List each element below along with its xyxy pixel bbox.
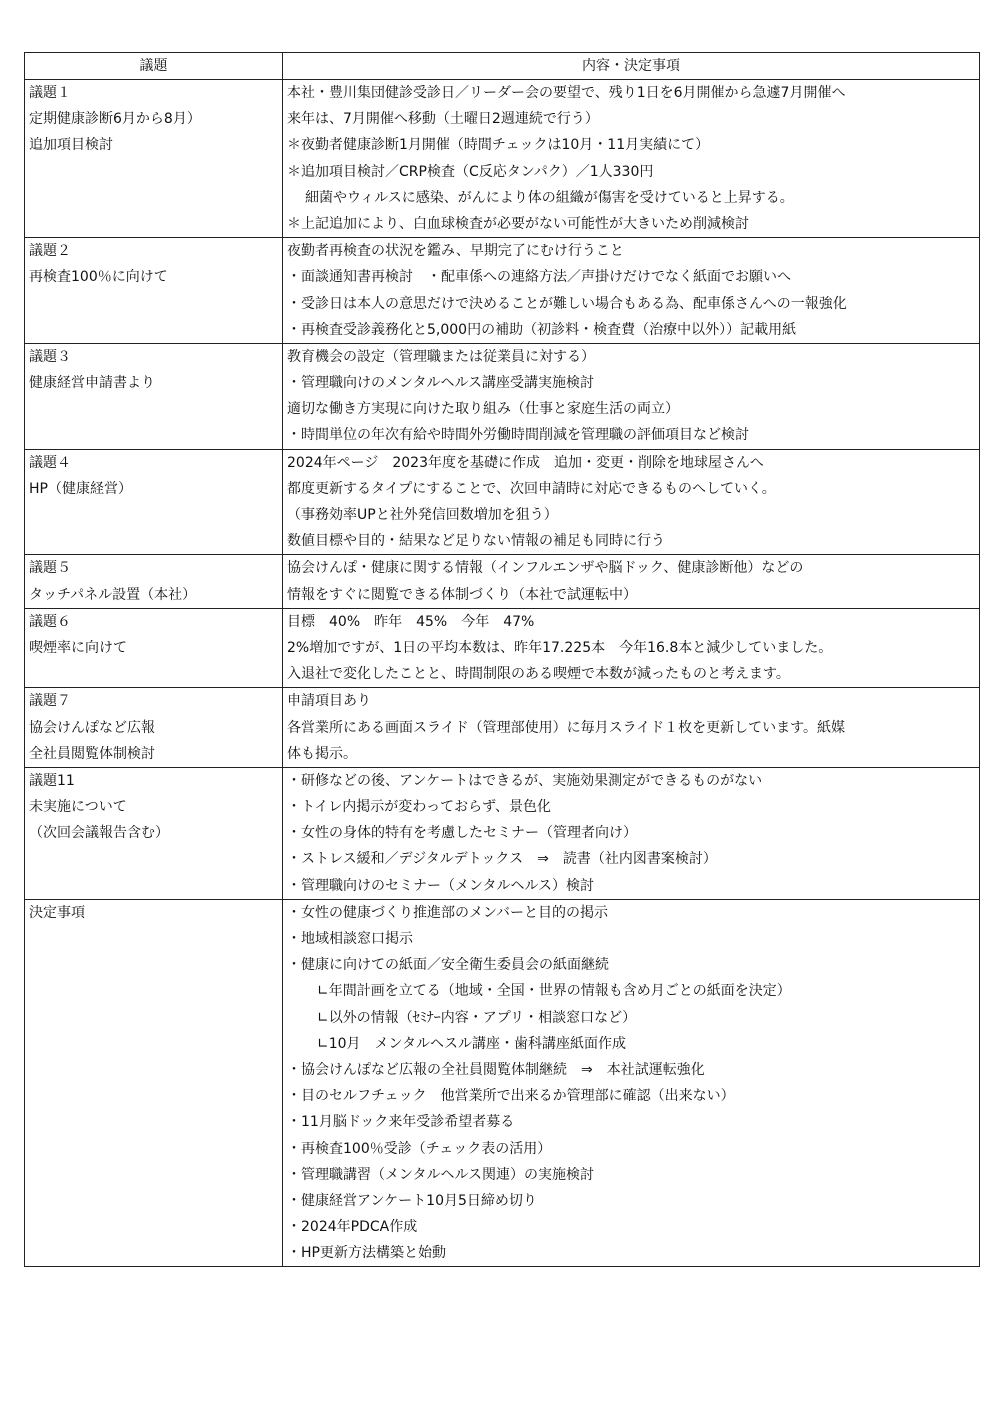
topic-line: 追加項目検討 bbox=[29, 137, 113, 154]
content-cell bbox=[283, 688, 980, 768]
content-line: ・再検査100％受診（チェック表の活用） bbox=[287, 1140, 552, 1157]
content-cell bbox=[283, 238, 980, 344]
table-row bbox=[25, 343, 980, 449]
content-line: 細菌やウィルスに感染、がんにより体の組織が傷害を受けていると上昇する。 bbox=[305, 189, 794, 206]
topic-title: 議題11 bbox=[29, 772, 75, 789]
content-line: 来年は、7月開催へ移動（土曜日2週連続で行う） bbox=[287, 111, 599, 128]
topic-line: HP（健康経営） bbox=[29, 480, 132, 497]
content-cell bbox=[283, 899, 980, 1267]
header-content: 内容・決定事項 bbox=[283, 53, 980, 80]
content-line: 数値目標や目的・結果など足りない情報の補足も同時に行う bbox=[287, 533, 665, 550]
content-line: ・HP更新方法構築と始動 bbox=[287, 1245, 446, 1262]
content-line: ・時間単位の年次有給や時間外労働時間削減を管理職の評価項目など検討 bbox=[287, 427, 749, 444]
topic-cell bbox=[25, 238, 283, 344]
table-body bbox=[25, 80, 980, 1267]
content-line: （事務効率UPと社外発信回数増加を狙う） bbox=[287, 507, 558, 523]
content-cell bbox=[283, 767, 980, 899]
table-row bbox=[25, 767, 980, 899]
content-line: 入退社で変化したことと、時間制限のある喫煙で本数が減ったものと考えます。 bbox=[287, 666, 790, 683]
topic-line: タッチパネル設置（本社） bbox=[29, 586, 197, 603]
table-row bbox=[25, 899, 980, 1267]
content-line: 目標 40% 昨年 45% 今年 47% bbox=[287, 613, 535, 630]
content-cell bbox=[283, 343, 980, 449]
content-line: 夜勤者再検査の状況を鑑み、早期完了にむけ行うこと bbox=[287, 243, 624, 260]
topic-line: 未実施について bbox=[29, 799, 127, 816]
content-line: 教育機会の設定（管理職または従業員に対する） bbox=[287, 348, 595, 365]
content-line: ・管理職向けのセミナー（メンタルヘルス）検討 bbox=[287, 877, 595, 894]
content-line: ・面談通知書再検討 ・配車係への連絡方法／声掛けだけでなく紙面でお願いへ bbox=[287, 269, 791, 286]
content-line: ・ストレス緩和／デジタルデトックス ⇒ 読書（社内図書案検討） bbox=[287, 851, 717, 868]
topic-cell bbox=[25, 688, 283, 768]
content-line: ・地域相談窓口掲示 bbox=[287, 931, 413, 947]
content-line: ・2024年PDCA作成 bbox=[287, 1219, 418, 1236]
content-line: ・目のセルフチェック 他営業所で出来るか管理部に確認（出来ない） bbox=[287, 1088, 735, 1105]
header-row bbox=[25, 53, 980, 80]
topic-line: （次回会議報告含む） bbox=[29, 825, 169, 842]
topic-line: 定期健康診断6月から8月） bbox=[29, 111, 201, 128]
content-line: ・協会けんぽなど広報の全社員閲覧体制継続 ⇒ 本社試運転強化 bbox=[287, 1061, 705, 1078]
content-line: 情報をすぐに閲覧できる体制づくり（本社で試運転中） bbox=[287, 586, 637, 603]
content-cell bbox=[283, 608, 980, 688]
content-line: ・再検査受診義務化と5,000円の補助（初診料・検査費（治療中以外））記載用紙 bbox=[287, 321, 797, 338]
content-line: 2%増加ですが、1日の平均本数は、昨年17.225本 今年16.8本と減少していました。 bbox=[287, 639, 833, 656]
topic-cell bbox=[25, 80, 283, 238]
content-line: 本社・豊川集団健診受診日／リーダー会の要望で、残り1日を6月開催から急遽7月開催へ bbox=[287, 85, 846, 101]
content-line: ・女性の身体的特有を考慮したセミナー（管理者向け） bbox=[287, 825, 637, 842]
content-line: ・トイレ内掲示が変わっておらず、景色化 bbox=[287, 799, 552, 816]
topic-title: 議題７ bbox=[29, 693, 71, 710]
content-line: ＊夜勤者健康診断1月開催（時間チェックは10月・11月実績にて） bbox=[287, 137, 710, 154]
table-row bbox=[25, 238, 980, 344]
topic-title: 議題３ bbox=[29, 348, 71, 365]
topic-cell bbox=[25, 555, 283, 608]
topic-line: 協会けんぽなど広報 bbox=[29, 719, 155, 736]
content-line: ∟年間計画を立てる（地域・全国・世界の情報も含め月ごとの紙面を決定） bbox=[317, 983, 791, 1000]
content-line: 申請項目あり bbox=[287, 693, 371, 710]
content-line: ・女性の健康づくり推進部のメンバーと目的の掲示 bbox=[287, 904, 609, 921]
content-line: ・11月脳ドック来年受診希望者募る bbox=[287, 1114, 515, 1131]
topic-cell bbox=[25, 899, 283, 1267]
topic-title: 議題２ bbox=[29, 243, 71, 260]
content-cell bbox=[283, 80, 980, 238]
topic-title: 議題４ bbox=[29, 454, 71, 471]
content-line: 各営業所にある画面スライド（管理部使用）に毎月スライド１枚を更新しています。紙媒 bbox=[287, 719, 846, 736]
content-line: ・管理職講習（メンタルヘルス関連）の実施検討 bbox=[287, 1166, 595, 1183]
content-line: 体も掲示。 bbox=[287, 745, 357, 762]
topic-title: 議題５ bbox=[29, 560, 71, 577]
content-line: ・管理職向けのメンタルヘルス講座受講実施検討 bbox=[287, 375, 595, 392]
table-row bbox=[25, 449, 980, 555]
content-line: ・研修などの後、アンケートはできるが、実施効果測定ができるものがない bbox=[287, 772, 763, 789]
content-line: ＊追加項目検討／CRP検査（C反応タンパク）／1人330円 bbox=[287, 163, 654, 180]
header-topic: 議題 bbox=[25, 53, 283, 80]
topic-title: 議題１ bbox=[29, 85, 71, 101]
table-row bbox=[25, 688, 980, 768]
table-row bbox=[25, 555, 980, 608]
content-line: 2024年ページ 2023年度を基礎に作成 追加・変更・削除を地球屋さんへ bbox=[287, 454, 764, 471]
content-line: 都度更新するタイプにすることで、次回申請時に対応できるものへしていく。 bbox=[287, 480, 776, 497]
table-row bbox=[25, 608, 980, 688]
content-line: ・健康経営アンケート10月5日締め切り bbox=[287, 1192, 537, 1209]
minutes-table bbox=[24, 52, 980, 1267]
topic-line: 喫煙率に向けて bbox=[29, 639, 127, 656]
topic-cell bbox=[25, 767, 283, 899]
topic-title: 決定事項 bbox=[29, 904, 85, 921]
content-line: ・健康に向けての紙面／安全衛生委員会の紙面継続 bbox=[287, 957, 609, 974]
table-row bbox=[25, 80, 980, 238]
content-line: 協会けんぽ・健康に関する情報（インフルエンザや脳ドック、健康診断他）などの bbox=[287, 560, 804, 577]
content-cell bbox=[283, 449, 980, 555]
content-line: ＊上記追加により、白血球検査が必要がない可能性が大きいため削減検討 bbox=[287, 215, 749, 232]
topic-cell bbox=[25, 449, 283, 555]
content-line: ∟10月 メンタルヘスル講座・歯科講座紙面作成 bbox=[317, 1035, 626, 1052]
content-line: ∟以外の情報（ｾﾐﾅｰ内容・アプリ・相談窓口など） bbox=[317, 1009, 637, 1026]
content-cell bbox=[283, 555, 980, 608]
topic-line: 健康経営申請書より bbox=[29, 375, 155, 392]
content-line: 適切な働き方実現に向けた取り組み（仕事と家庭生活の両立） bbox=[287, 401, 679, 418]
content-line: ・受診日は本人の意思だけで決めることが難しい場合もある為、配車係さんへの一報強化 bbox=[287, 295, 847, 312]
topic-line: 全社員閲覧体制検討 bbox=[29, 745, 155, 762]
topic-title: 議題６ bbox=[29, 613, 71, 630]
topic-cell bbox=[25, 608, 283, 688]
topic-line: 再検査100％に向けて bbox=[29, 269, 168, 286]
topic-cell bbox=[25, 343, 283, 449]
